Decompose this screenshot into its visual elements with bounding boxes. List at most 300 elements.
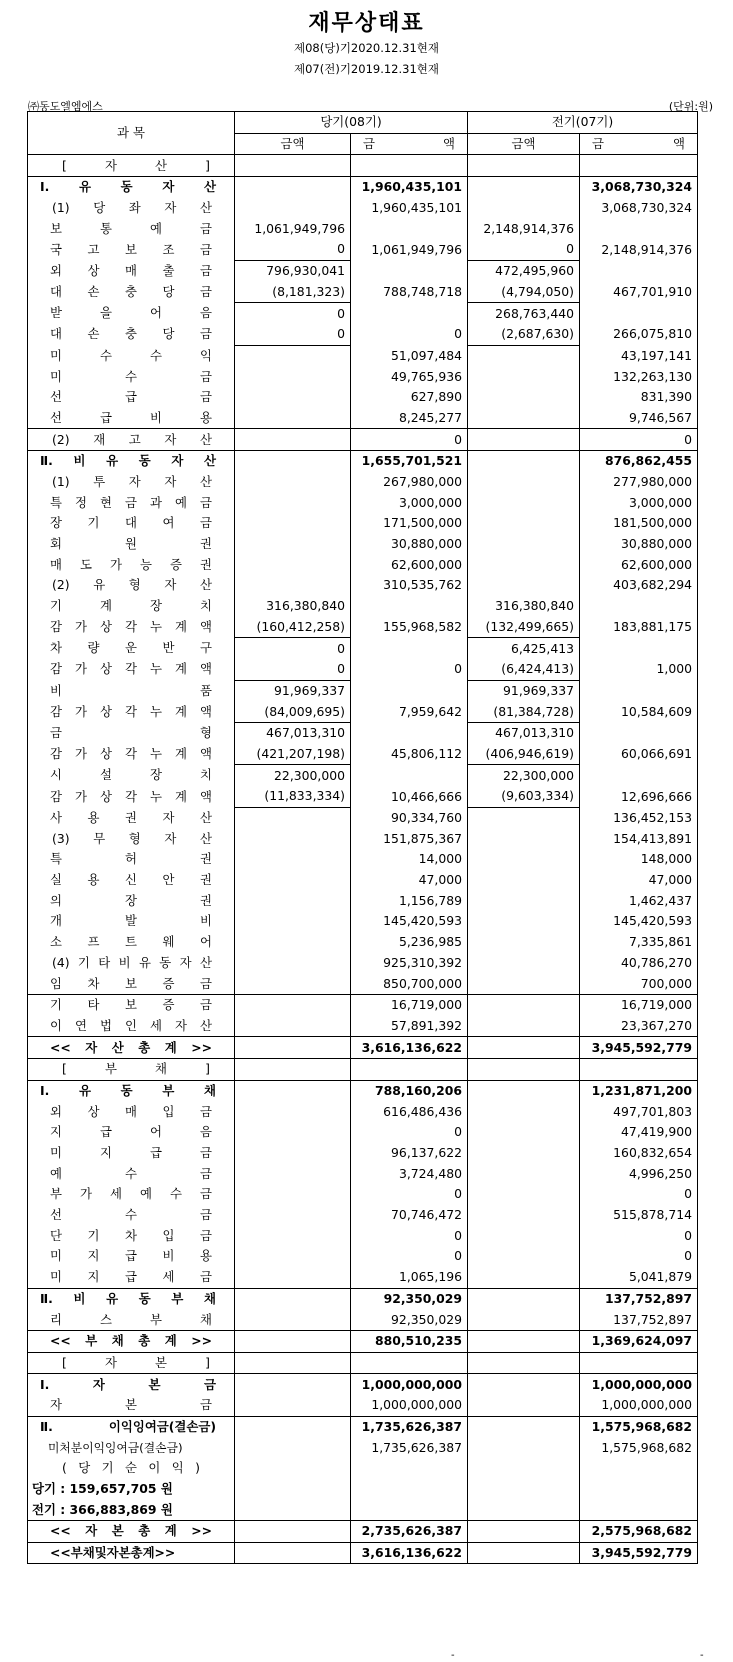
amount-cell-c1: [235, 1499, 351, 1520]
label-text: 대 손 충 당 금: [50, 326, 212, 342]
table-row: [28, 1143, 698, 1164]
amount-cell-p2: 1,231,871,200: [580, 1080, 698, 1101]
amount-cell-c1: [235, 345, 351, 366]
table-row: [28, 408, 698, 429]
label-text: [ 자 본 ]: [62, 1354, 210, 1370]
table-row: [28, 1184, 698, 1205]
amount-cell-c1: 0: [235, 638, 351, 659]
amount-cell-c1: [235, 1143, 351, 1164]
amount-cell-c1: [235, 911, 351, 932]
table-row: [28, 1499, 698, 1520]
amount-cell-c1: [235, 870, 351, 891]
amount-cell-p2: 515,878,714: [580, 1205, 698, 1226]
current-period: 제08(당)기2020.12.31현재: [294, 41, 439, 55]
amount-cell-c2: 145,420,593: [351, 911, 468, 932]
row-label: [28, 659, 235, 680]
row-label: [28, 701, 235, 722]
amount-cell-p1: [468, 1458, 580, 1479]
amount-cell-c1: (421,207,198): [235, 744, 351, 765]
table-row: [28, 1058, 698, 1080]
amount-cell-p2: 0: [580, 1225, 698, 1246]
amount-cell-c1: 1,061,949,796: [235, 218, 351, 239]
amount-cell-p1: [468, 1521, 580, 1543]
amount-cell-p2: 148,000: [580, 849, 698, 870]
label-text: 실 용 신 안 권: [50, 872, 212, 888]
amount-cell-c2: [351, 722, 468, 743]
amount-cell-p1: [468, 911, 580, 932]
label-text: 대 손 충 당 금: [50, 284, 212, 300]
table-row: [28, 1037, 698, 1059]
amount-cell-c2: [351, 1352, 468, 1374]
amount-cell-c2: 3,724,480: [351, 1163, 468, 1184]
table-row: [28, 994, 698, 1015]
amount-cell-p2: 43,197,141: [580, 345, 698, 366]
amount-cell-p1: [468, 513, 580, 534]
table-row: [28, 345, 698, 366]
amount-cell-p2: 160,832,654: [580, 1143, 698, 1164]
amount-cell-p2: [580, 1499, 698, 1520]
label-text: 이 연 법 인 세 자 산: [50, 1017, 212, 1033]
amount-cell-p1: [468, 429, 580, 451]
subject-header: 과 목: [28, 112, 235, 155]
label-text: <<부채및자본총계>>: [50, 1545, 176, 1561]
amount-cell-c1: 0: [235, 303, 351, 324]
table-row: [28, 1458, 698, 1479]
table-row: [28, 1395, 698, 1416]
amount-cell-c1: [235, 1101, 351, 1122]
row-label: [28, 303, 235, 324]
amount-cell-c1: 0: [235, 324, 351, 345]
table-row: [28, 1437, 698, 1458]
row-label: [28, 932, 235, 953]
amount-cell-c1: 467,013,310: [235, 722, 351, 743]
amount-cell-p2: 145,420,593: [580, 911, 698, 932]
amount-cell-p1: [468, 575, 580, 596]
label-text: 단 기 차 입 금: [50, 1227, 212, 1243]
label-text: 자 본 금: [50, 1397, 212, 1413]
amount-cell-p2: 403,682,294: [580, 575, 698, 596]
amount-cell-c2: 1,061,949,796: [351, 239, 468, 260]
label-text: 미 수 금: [50, 368, 212, 384]
row-label: [28, 596, 235, 617]
prior-period: 제07(전)기2019.12.31현재: [294, 62, 439, 76]
amount-cell-p1: 22,300,000: [468, 765, 580, 786]
amount-cell-p2: 132,263,130: [580, 366, 698, 387]
amount-cell-c1: [235, 973, 351, 994]
amount-cell-p2: 0: [580, 1184, 698, 1205]
row-label: [28, 554, 235, 575]
label-text: 감 가 상 각 누 계 액: [50, 703, 212, 719]
amount-cell-c2: 880,510,235: [351, 1330, 468, 1352]
label-text: (1) 당 좌 자 산: [52, 200, 212, 216]
table-row: [28, 638, 698, 659]
amount-cell-p2: [580, 1479, 698, 1500]
row-label: [28, 1416, 235, 1437]
current-amount-col2: 금 액: [351, 133, 468, 155]
table-row: [28, 1205, 698, 1226]
row-label: [28, 1458, 235, 1479]
amount-cell-p1: [468, 1309, 580, 1330]
table-row: [28, 1374, 698, 1395]
amount-cell-c2: 925,310,392: [351, 953, 468, 974]
table-row: [28, 1101, 698, 1122]
table-row: [28, 722, 698, 743]
table-row: [28, 492, 698, 513]
amount-cell-p1: [468, 1122, 580, 1143]
row-label: [28, 1037, 235, 1059]
row-label: [28, 1267, 235, 1288]
amount-cell-c2: [351, 1458, 468, 1479]
amount-cell-c1: [235, 1184, 351, 1205]
table-row: [28, 198, 698, 219]
amount-cell-c2: 788,748,718: [351, 282, 468, 303]
amount-cell-c1: 0: [235, 239, 351, 260]
table-row: [28, 1352, 698, 1374]
amount-cell-p2: 30,880,000: [580, 534, 698, 555]
label-text: 시 설 장 치: [50, 767, 212, 783]
amount-cell-c2: 1,655,701,521: [351, 451, 468, 472]
amount-cell-p2: 1,000,000,000: [580, 1395, 698, 1416]
amount-cell-c2: 90,334,760: [351, 807, 468, 828]
prior-amount-col2: 금 액: [580, 133, 698, 155]
row-label: [28, 870, 235, 891]
table-row: [28, 1080, 698, 1101]
row-label: [28, 1101, 235, 1122]
amount-cell-c1: [235, 932, 351, 953]
row-label: [28, 198, 235, 219]
table-row: [28, 239, 698, 260]
amount-cell-p1: [468, 1288, 580, 1309]
amount-cell-p1: [468, 1542, 580, 1564]
row-label: [28, 451, 235, 472]
row-label: [28, 994, 235, 1015]
table-row: [28, 1521, 698, 1543]
table-row: [28, 575, 698, 596]
amount-cell-c2: 0: [351, 1122, 468, 1143]
row-label: [28, 575, 235, 596]
row-label: [28, 1374, 235, 1395]
row-label: [28, 617, 235, 638]
amount-cell-p2: 2,575,968,682: [580, 1521, 698, 1543]
table-row: [28, 870, 698, 891]
amount-cell-p2: [580, 596, 698, 617]
header-row: [28, 112, 698, 134]
table-row: [28, 1246, 698, 1267]
amount-cell-c1: 0: [235, 659, 351, 680]
amount-cell-p2: 23,367,270: [580, 1016, 698, 1037]
amount-cell-p1: [468, 155, 580, 177]
amount-cell-p2: 3,000,000: [580, 492, 698, 513]
label-text: (2) 재 고 자 산: [52, 431, 212, 447]
amount-cell-p1: [468, 1184, 580, 1205]
amount-cell-c1: [235, 1225, 351, 1246]
amount-cell-p2: 137,752,897: [580, 1309, 698, 1330]
amount-cell-c1: [235, 1080, 351, 1101]
label-text: 매 도 가 능 증 권: [50, 556, 212, 572]
label-text: 외 상 매 출 금: [50, 262, 212, 278]
amount-cell-c2: [351, 155, 468, 177]
row-label: [28, 1016, 235, 1037]
amount-cell-c2: 96,137,622: [351, 1143, 468, 1164]
amount-cell-p1: [468, 1395, 580, 1416]
table-row: [28, 513, 698, 534]
amount-cell-p2: 876,862,455: [580, 451, 698, 472]
label-text: 감 가 상 각 누 계 액: [50, 619, 212, 635]
label-text: 선 수 금: [50, 1207, 212, 1223]
amount-cell-c1: [235, 575, 351, 596]
amount-cell-c2: 0: [351, 1225, 468, 1246]
label-text: [ 부 채 ]: [62, 1061, 210, 1077]
row-label: [28, 1330, 235, 1352]
amount-cell-c2: 0: [351, 324, 468, 345]
amount-cell-p1: (9,603,334): [468, 786, 580, 807]
table-row: [28, 324, 698, 345]
label-text: << 부 채 총 계 >>: [50, 1333, 212, 1349]
label-text: 미 지 급 비 용: [50, 1248, 212, 1264]
amount-cell-c1: [235, 1416, 351, 1437]
amount-cell-c2: 1,960,435,101: [351, 177, 468, 198]
amount-cell-c1: [235, 198, 351, 219]
row-label: [28, 744, 235, 765]
amount-cell-p1: [468, 849, 580, 870]
row-label: [28, 260, 235, 281]
row-label: [28, 1122, 235, 1143]
row-label: [28, 1205, 235, 1226]
amount-cell-p1: 472,495,960: [468, 260, 580, 281]
amount-cell-p2: 0: [580, 1246, 698, 1267]
footer-dash-right: -: [700, 1650, 704, 1661]
amount-cell-c1: [235, 1479, 351, 1500]
amount-cell-c2: 1,065,196: [351, 1267, 468, 1288]
table-row: [28, 1016, 698, 1037]
amount-cell-c1: [235, 828, 351, 849]
amount-cell-p2: 12,696,666: [580, 786, 698, 807]
amount-cell-c2: 3,000,000: [351, 492, 468, 513]
unit-label: (단위:원): [668, 100, 713, 113]
table-row: [28, 1267, 698, 1288]
table-row: [28, 786, 698, 807]
amount-cell-p2: 3,945,592,779: [580, 1037, 698, 1059]
amount-cell-p1: [468, 387, 580, 408]
amount-cell-c2: 8,245,277: [351, 408, 468, 429]
table-row: [28, 429, 698, 451]
amount-cell-c2: 627,890: [351, 387, 468, 408]
amount-cell-c1: 796,930,041: [235, 260, 351, 281]
amount-cell-p1: [468, 1080, 580, 1101]
amount-cell-c1: (160,412,258): [235, 617, 351, 638]
amount-cell-p1: 467,013,310: [468, 722, 580, 743]
amount-cell-c2: 2,735,626,387: [351, 1521, 468, 1543]
label-text: 선 급 비 용: [50, 409, 212, 425]
row-label: [28, 513, 235, 534]
amount-cell-p1: [468, 1246, 580, 1267]
amount-cell-p1: 316,380,840: [468, 596, 580, 617]
amount-cell-p2: 9,746,567: [580, 408, 698, 429]
amount-cell-p1: (4,794,050): [468, 282, 580, 303]
amount-cell-c1: [235, 994, 351, 1015]
row-label: [28, 534, 235, 555]
amount-cell-c1: [235, 1521, 351, 1543]
amount-cell-p2: 467,701,910: [580, 282, 698, 303]
label-text: 감 가 상 각 누 계 액: [50, 661, 212, 677]
amount-cell-c2: 51,097,484: [351, 345, 468, 366]
row-label: [28, 1163, 235, 1184]
row-label: [28, 472, 235, 493]
amount-cell-p1: [468, 1416, 580, 1437]
amount-cell-c2: [351, 218, 468, 239]
amount-cell-c2: 45,806,112: [351, 744, 468, 765]
amount-cell-p1: (406,946,619): [468, 744, 580, 765]
label-text: 소 프 트 웨 어: [50, 934, 212, 950]
row-label: [28, 218, 235, 239]
label-text: (1) 투 자 자 산: [52, 474, 212, 490]
table-row: [28, 155, 698, 177]
label-text: 국 고 보 조 금: [50, 241, 212, 257]
label-text: 회 원 권: [50, 536, 212, 552]
amount-cell-p2: 7,335,861: [580, 932, 698, 953]
amount-cell-p1: 91,969,337: [468, 680, 580, 701]
amount-cell-p1: [468, 198, 580, 219]
amount-cell-p1: [468, 1437, 580, 1458]
amount-cell-c2: 30,880,000: [351, 534, 468, 555]
company-name: ㈜동도엘엠에스: [28, 100, 103, 113]
amount-cell-p1: [468, 1037, 580, 1059]
amount-cell-c2: 171,500,000: [351, 513, 468, 534]
table-row: [28, 366, 698, 387]
label-text: 받 을 어 음: [50, 305, 212, 321]
amount-cell-c1: [235, 492, 351, 513]
amount-cell-c1: [235, 534, 351, 555]
amount-cell-c1: [235, 1330, 351, 1352]
table-row: [28, 1479, 698, 1500]
amount-cell-c2: 70,746,472: [351, 1205, 468, 1226]
label-text: 차 량 운 반 구: [50, 640, 212, 656]
amount-cell-p1: [468, 828, 580, 849]
label-text: Ⅰ. 유 동 부 채: [40, 1082, 216, 1098]
amount-cell-c2: 0: [351, 1246, 468, 1267]
row-label: [28, 155, 235, 177]
table-row: [28, 765, 698, 786]
amount-cell-c2: 3,616,136,622: [351, 1037, 468, 1059]
amount-cell-p1: [468, 345, 580, 366]
amount-cell-c2: 47,000: [351, 870, 468, 891]
amount-cell-c1: [235, 1163, 351, 1184]
label-text: 금 형: [50, 725, 212, 741]
row-label: [28, 282, 235, 303]
label-text: Ⅱ. 이익잉여금(결손금): [40, 1418, 216, 1434]
label-text: 미 지 급 세 금: [50, 1269, 212, 1285]
amount-cell-c1: [235, 807, 351, 828]
table-row: [28, 596, 698, 617]
amount-cell-c1: [235, 387, 351, 408]
balance-sheet-table: [27, 111, 698, 1564]
amount-cell-p2: 277,980,000: [580, 472, 698, 493]
label-text: 의 장 권: [50, 892, 212, 908]
amount-cell-p1: [468, 534, 580, 555]
amount-cell-p2: 1,000,000,000: [580, 1374, 698, 1395]
amount-cell-c2: [351, 1499, 468, 1520]
amount-cell-p1: (132,499,665): [468, 617, 580, 638]
amount-cell-p2: 16,719,000: [580, 994, 698, 1015]
row-label: [28, 408, 235, 429]
amount-cell-p2: [580, 155, 698, 177]
amount-cell-p2: [580, 765, 698, 786]
label-text: (3) 무 형 자 산: [52, 830, 212, 846]
row-label: 당기 : 159,657,705 원: [32, 1481, 173, 1497]
label-text: ( 당 기 순 이 익 ): [62, 1460, 200, 1476]
amount-cell-c1: [235, 472, 351, 493]
amount-cell-p2: [580, 260, 698, 281]
prior-period-header: 전기(07기): [468, 112, 698, 134]
amount-cell-c1: [235, 1288, 351, 1309]
table-row: [28, 534, 698, 555]
label-text: 미 지 급 금: [50, 1145, 212, 1161]
row-label: [28, 973, 235, 994]
amount-cell-c1: [235, 366, 351, 387]
amount-cell-p1: [468, 1330, 580, 1352]
amount-cell-c2: 7,959,642: [351, 701, 468, 722]
label-text: 기 타 보 증 금: [50, 997, 212, 1013]
table-row: [28, 1309, 698, 1330]
amount-cell-p2: 266,075,810: [580, 324, 698, 345]
amount-cell-c1: [235, 1458, 351, 1479]
amount-cell-c2: [351, 1058, 468, 1080]
amount-cell-c2: 1,735,626,387: [351, 1437, 468, 1458]
label-text: 감 가 상 각 누 계 액: [50, 746, 212, 762]
table-row: [28, 1122, 698, 1143]
row-label: [28, 1521, 235, 1543]
label-text: Ⅰ. 자 본 금: [40, 1376, 216, 1392]
amount-cell-p2: [580, 1458, 698, 1479]
amount-cell-c1: [235, 1016, 351, 1037]
amount-cell-c1: (11,833,334): [235, 786, 351, 807]
amount-cell-p2: 183,881,175: [580, 617, 698, 638]
amount-cell-p2: 5,041,879: [580, 1267, 698, 1288]
amount-cell-c2: 57,891,392: [351, 1016, 468, 1037]
amount-cell-p1: [468, 554, 580, 575]
amount-cell-c1: [235, 890, 351, 911]
label-text: 보 통 예 금: [50, 220, 212, 236]
row-label: [28, 492, 235, 513]
label-text: 선 급 금: [50, 389, 212, 405]
table-row: [28, 659, 698, 680]
label-text: [ 자 산 ]: [62, 157, 210, 173]
amount-cell-c2: [351, 303, 468, 324]
amount-cell-p1: [468, 408, 580, 429]
label-text: 개 발 비: [50, 913, 212, 929]
table-row: [28, 472, 698, 493]
amount-cell-p1: [468, 870, 580, 891]
label-text: 부 가 세 예 수 금: [50, 1186, 212, 1202]
current-amount-col1: 금액: [235, 133, 351, 155]
amount-cell-c2: [351, 596, 468, 617]
amount-cell-c2: 788,160,206: [351, 1080, 468, 1101]
row-label: 전기 : 366,883,869 원: [32, 1501, 173, 1517]
amount-cell-c2: 1,000,000,000: [351, 1374, 468, 1395]
amount-cell-p1: [468, 472, 580, 493]
row-label: [28, 722, 235, 743]
amount-cell-p1: [468, 890, 580, 911]
row-label: [28, 1288, 235, 1309]
label-text: (2) 유 형 자 산: [52, 577, 212, 593]
amount-cell-p2: 2,148,914,376: [580, 239, 698, 260]
amount-cell-c1: 22,300,000: [235, 765, 351, 786]
amount-cell-c1: [235, 1267, 351, 1288]
amount-cell-c2: 1,156,789: [351, 890, 468, 911]
table-row: [28, 828, 698, 849]
amount-cell-c2: 3,616,136,622: [351, 1542, 468, 1564]
amount-cell-p2: 1,575,968,682: [580, 1437, 698, 1458]
